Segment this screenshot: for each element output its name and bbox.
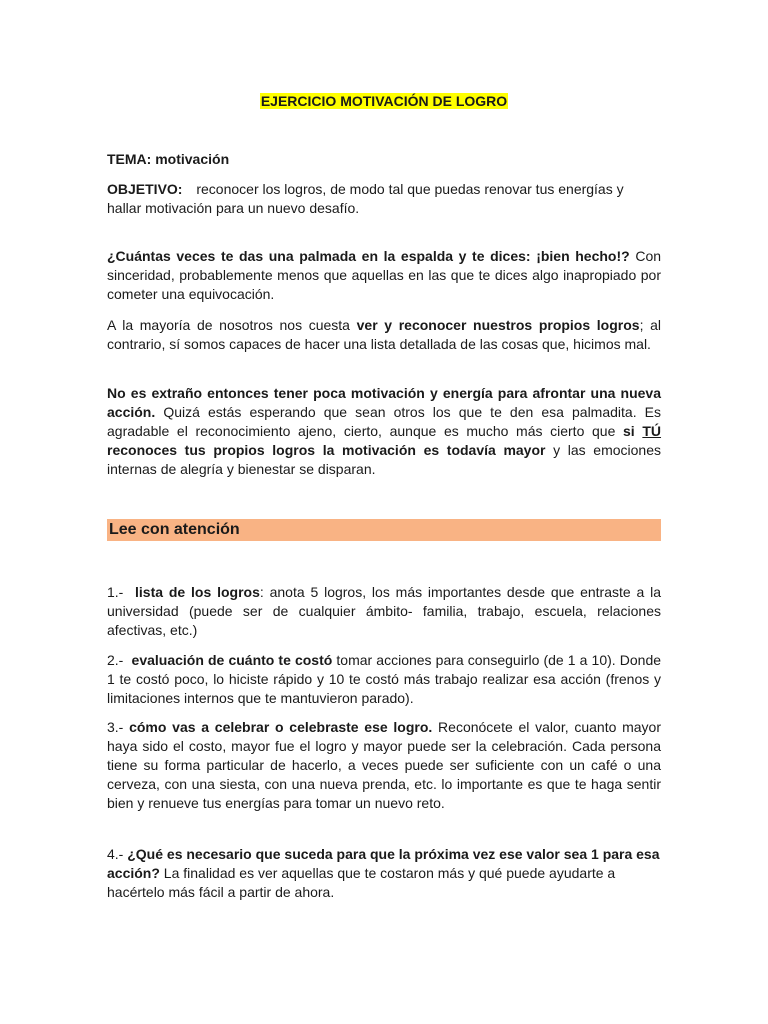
- p1-bold: ¿Cuántas veces te das una palmada en la espalda y te dices: ¡bien hecho!?: [107, 248, 630, 264]
- paragraph-logros: [107, 316, 661, 354]
- item-number: 3.-: [107, 719, 124, 735]
- item-text: tomar acciones para conseguirlo (de 1 a 10). Donde 1 te costó poco, lo hiciste rápido y 10 te costó más trabajo realizar esa acción (frenos y limitaciones internos que te mantuvieron parado).: [107, 652, 662, 706]
- list-item: [107, 583, 661, 640]
- tema-label: TEMA:: [107, 151, 152, 167]
- p3-text1: Quizá estás esperando que sean otros los que te den esa palmadita. Es agradable el reconocimiento ajeno, cierto, aunque es mucho más cierto que: [107, 404, 661, 439]
- list-item: [107, 651, 661, 708]
- p1-text: Con sinceridad, probablemente menos que aquellas en las que te dices algo inapropiado por cometer una equivocación.: [107, 248, 662, 302]
- document-title-line: [0, 92, 768, 110]
- p3-tu: TÚ: [642, 423, 662, 439]
- section-heading: Lee con atención: [107, 519, 661, 541]
- p2-bold: ver y reconocer nuestros propios logros: [356, 317, 640, 333]
- p3-bold1: No es extraño entonces tener poca motivación y energía para afrontar una nueva acción.: [107, 385, 661, 420]
- p2-pre: A la mayoría de nosotros nos cuesta: [107, 317, 350, 333]
- objetivo-text: reconocer los logros, de modo tal que puedas renovar tus energías y hallar motivación para un nuevo desafío.: [107, 181, 624, 216]
- paragraph-motivacion: [107, 384, 661, 479]
- p3-bold2a: si: [623, 423, 635, 439]
- tema-line: [107, 150, 661, 169]
- list-item: [107, 845, 661, 902]
- item-bold: lista de los logros: [135, 584, 260, 600]
- paragraph-palmada: [107, 247, 661, 304]
- item-bold: cómo vas a celebrar o celebraste ese logro.: [129, 719, 433, 735]
- list-item: [107, 718, 661, 813]
- p2-post: ; al contrario, sí somos capaces de hacer una lista detallada de las cosas que, hicimos mal.: [107, 317, 662, 352]
- p3-text2: y las emociones internas de alegría y bienestar se disparan.: [107, 442, 662, 477]
- item-text: : anota 5 logros, los más importantes desde que entraste a la universidad (puede ser de cualquier ámbito- familia, trabajo, escuela, relaciones afectivas, etc.): [107, 584, 662, 638]
- item-number: 1.-: [107, 584, 124, 600]
- item-bold: ¿Qué es necesario que suceda para que la próxima vez ese valor sea 1 para esa acción?: [107, 846, 660, 881]
- item-text: Reconócete el valor, cuanto mayor haya sido el costo, mayor fue el logro y mayor puede ser la celebración. Cada persona tiene su forma particular de hacerlo, a veces puede ser suficiente con un café o una cerveza, con una siesta, con una nueva prenda, etc. lo importante es que te haga sentir bien y renueve tus energías para tomar un nuevo reto.: [107, 719, 662, 811]
- item-text: La finalidad es ver aquellas que te costaron más y qué puede ayudarte a hacértelo más fácil a partir de ahora.: [107, 865, 616, 900]
- p3-bold2b: reconoces tus propios logros la motivación es todavía mayor: [107, 442, 546, 458]
- item-number: 2.-: [107, 652, 124, 668]
- document-title: EJERCICIO MOTIVACIÓN DE LOGRO: [260, 93, 508, 109]
- item-bold: evaluación de cuánto te costó: [131, 652, 333, 668]
- objetivo-paragraph: [107, 180, 661, 218]
- item-number: 4.-: [107, 846, 124, 862]
- objetivo-label: OBJETIVO:: [107, 181, 183, 197]
- tema-value: motivación: [155, 151, 230, 167]
